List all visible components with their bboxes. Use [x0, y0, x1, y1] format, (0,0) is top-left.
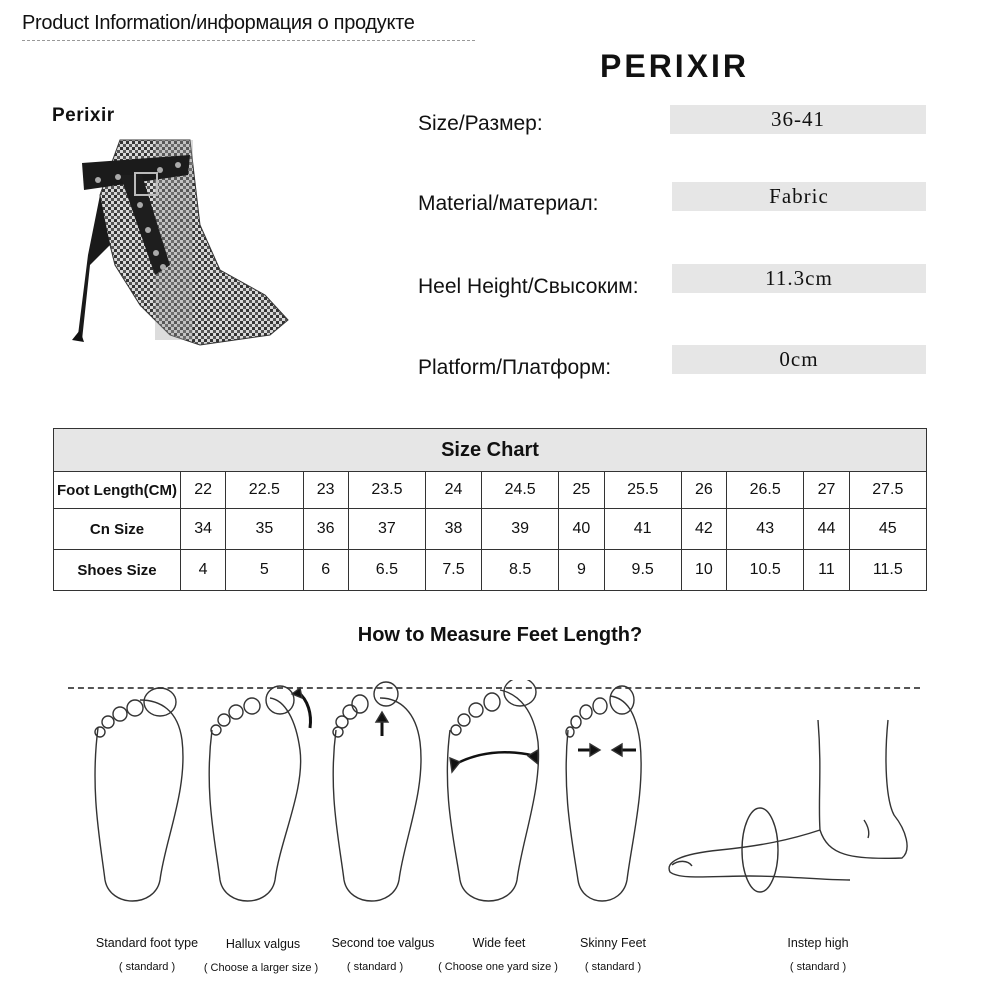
hallux-valgus-foot-icon	[209, 686, 310, 901]
table-cell: 25	[559, 472, 604, 509]
table-cell: 41	[604, 509, 681, 550]
table-cell: 26	[681, 472, 726, 509]
foot-label: Second toe valgus	[331, 936, 435, 950]
table-cell: 44	[804, 509, 849, 550]
table-cell: 35	[226, 509, 303, 550]
standard-foot-icon	[95, 688, 183, 901]
brand-logo: Perixir	[52, 105, 115, 126]
spec-label-heel: Heel Height/Свысоким:	[418, 275, 639, 298]
second-toe-valgus-foot-icon	[333, 682, 421, 901]
spec-value-platform: 0cm	[672, 345, 926, 374]
feet-illustrations	[60, 680, 940, 920]
table-cell: 24.5	[481, 472, 558, 509]
spec-label-platform: Platform/Платформ:	[418, 356, 612, 379]
boot-image	[60, 135, 295, 355]
foot-note: ( standard )	[118, 961, 176, 973]
table-cell: 23	[303, 472, 348, 509]
foot-label: Hallux valgus	[225, 937, 301, 951]
table-cell: 39	[481, 509, 558, 550]
table-cell: 45	[849, 509, 926, 550]
table-cell: 7.5	[426, 550, 482, 591]
table-cell: 5	[226, 550, 303, 591]
table-cell: 27	[804, 472, 849, 509]
spec-value-heel: 11.3cm	[672, 264, 926, 293]
skinny-foot-icon	[566, 686, 641, 901]
table-cell: 22	[181, 472, 226, 509]
table-cell: 34	[181, 509, 226, 550]
foot-label: Wide feet	[472, 936, 526, 950]
table-cell: 37	[348, 509, 425, 550]
instep-high-foot-icon	[669, 720, 907, 892]
table-cell: 9.5	[604, 550, 681, 591]
table-cell: 11	[804, 550, 849, 591]
table-cell: 43	[727, 509, 804, 550]
table-cell: 25.5	[604, 472, 681, 509]
row-label: Shoes Size	[54, 550, 181, 591]
table-cell: 36	[303, 509, 348, 550]
table-cell: 10	[681, 550, 726, 591]
spec-value-size: 36-41	[670, 105, 926, 134]
spec-label-material: Material/материал:	[418, 192, 599, 215]
table-cell: 24	[426, 472, 482, 509]
table-cell: 11.5	[849, 550, 926, 591]
foot-label: Skinny Feet	[579, 936, 646, 950]
table-cell: 26.5	[727, 472, 804, 509]
table-cell: 40	[559, 509, 604, 550]
page-title: Product Information/информация о продукте	[22, 12, 415, 34]
foot-note: ( standard )	[789, 961, 847, 973]
wide-foot-icon	[447, 680, 538, 901]
table-cell: 42	[681, 509, 726, 550]
row-label: Cn Size	[54, 509, 181, 550]
table-cell: 8.5	[481, 550, 558, 591]
foot-note: ( Choose one yard size )	[438, 961, 558, 973]
brand-title: PERIXIR	[600, 48, 750, 84]
table-cell: 10.5	[727, 550, 804, 591]
foot-note: ( standard )	[346, 961, 404, 973]
spec-label-size: Size/Размер:	[418, 112, 543, 135]
header-divider	[22, 40, 475, 41]
table-cell: 6	[303, 550, 348, 591]
table-cell: 6.5	[348, 550, 425, 591]
table-cell: 4	[181, 550, 226, 591]
table-row	[54, 509, 927, 550]
table-cell: 23.5	[348, 472, 425, 509]
foot-note: ( Choose a larger size )	[203, 962, 319, 974]
foot-label: Standard foot type	[95, 936, 199, 950]
size-chart-title: Size Chart	[54, 429, 927, 472]
size-chart-table	[53, 428, 927, 591]
foot-label: Instep high	[787, 936, 849, 950]
table-row	[54, 472, 927, 509]
table-cell: 22.5	[226, 472, 303, 509]
table-cell: 9	[559, 550, 604, 591]
row-label: Foot Length(CM)	[54, 472, 181, 509]
foot-note: ( standard )	[584, 961, 642, 973]
table-cell: 27.5	[849, 472, 926, 509]
measure-title: How to Measure Feet Length?	[357, 624, 643, 646]
spec-value-material: Fabric	[672, 182, 926, 211]
table-row	[54, 550, 927, 591]
table-cell: 38	[426, 509, 482, 550]
